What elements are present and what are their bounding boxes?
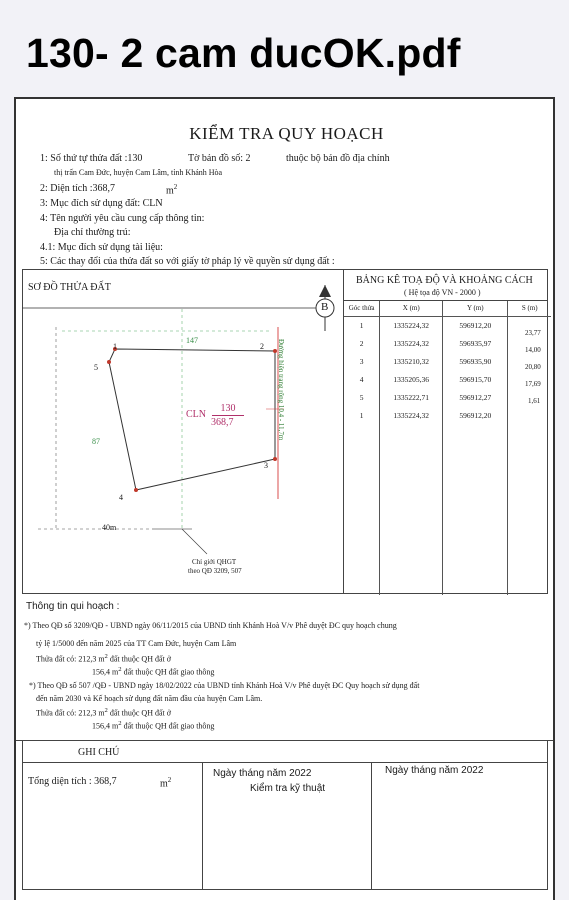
date-right: Ngày tháng năm 2022	[385, 765, 484, 776]
table-cell: 1335205,36	[380, 370, 443, 388]
total-area-unit: $m^2$	[160, 776, 172, 790]
table-row	[344, 406, 551, 424]
table-cell: 596912,20	[443, 316, 508, 334]
table-cell: 1335222,71	[380, 388, 443, 406]
column-header: Y (m)	[443, 301, 508, 316]
dimension-bottom: 40m	[102, 523, 117, 532]
area-unit: $m^2$	[166, 183, 178, 197]
table-row	[344, 316, 551, 334]
inspection-label: Kiểm tra kỹ thuật	[250, 783, 326, 794]
planning-p1-line4: 156,4 $m^2$ đất thuộc QH đất giao thông	[92, 666, 215, 677]
table-cell: 596912,20	[443, 406, 508, 424]
total-area: Tổng diện tích : 368,7	[28, 776, 117, 787]
cadastral-map-line: thuộc bộ bản đồ địa chính	[286, 153, 390, 164]
footer-col-divider-2	[371, 762, 372, 890]
table-row	[344, 352, 551, 370]
map-sheet-line: Tờ bản đồ số: 2	[188, 153, 251, 164]
vertex-label-2: 2	[260, 342, 264, 351]
page-title: KIỂM TRA QUY HOẠCH	[189, 124, 384, 143]
parcel-fraction-line	[212, 415, 244, 416]
planning-p1-line2: tỷ lệ 1/5000 đến năm 2025 của TT Cam Đức, huyện Cam Lâm	[36, 639, 237, 648]
table-cell: 596915,70	[443, 370, 508, 388]
table-cell	[508, 424, 551, 595]
map-title: SƠ ĐỒ THỬA ĐẤT	[28, 282, 111, 293]
area-line: 2: Diện tích :368,7	[40, 183, 115, 194]
north-label: B	[321, 301, 329, 313]
table-row	[344, 370, 551, 388]
road-label: Đường hiện trạng rộng 10,4 - 11,7m	[277, 339, 285, 441]
dimension-top: 147	[186, 336, 198, 345]
table-cell: 1	[344, 316, 380, 334]
planning-p2-line1: *) Theo QĐ số 507 /QĐ - UBND ngày 18/02/2022 của UBND tỉnh Khánh Hoà V/v Phê duyệt ĐC Quy hoạch sử dụng đất	[29, 681, 420, 690]
distance-2: 14,00	[525, 346, 541, 354]
table-cell	[508, 406, 551, 424]
coords-title: BẢNG KÊ TOẠ ĐỘ VÀ KHOẢNG CÁCH	[356, 275, 533, 286]
parcel-sketch	[22, 279, 344, 579]
location-line: thị trấn Cam Đức, huyện Cam Lâm, tỉnh Khánh Hòa	[54, 168, 223, 177]
notes-divider	[22, 762, 548, 763]
land-use-line: 3: Mục đích sử dụng đất: CLN	[40, 198, 163, 209]
dimension-left: 87	[92, 437, 100, 446]
planning-p1-line3: Thửa đất có: 212,3 $m^2$ đất thuộc QH đất ở	[36, 653, 171, 664]
parcel-number-line: 1: Số thứ tự thửa đất :130	[40, 153, 143, 164]
table-cell	[443, 424, 508, 595]
coords-subtitle: ( Hệ tọa độ VN - 2000 )	[404, 288, 481, 297]
table-cell	[344, 424, 380, 595]
table-cell: 596935,90	[443, 352, 508, 370]
planning-p2-line4: 156,4 $m^2$ đất thuộc QH đất giao thông	[92, 720, 215, 731]
footer-col-divider-1	[202, 762, 203, 890]
file-title: 130- 2 cam ducOK.pdf	[26, 30, 461, 76]
table-cell: 2	[344, 334, 380, 352]
date-left: Ngày tháng năm 2022	[213, 768, 312, 779]
table-cell: 596935,97	[443, 334, 508, 352]
column-header: S (m)	[508, 301, 551, 316]
table-row	[344, 388, 551, 406]
planning-p1-line1: *) Theo QĐ số 3209/QĐ - UBND ngày 06/11/2015 của UBND tỉnh Khánh Hoà V/v Phê duyệt ĐC quy hoạch chung	[24, 621, 397, 630]
parcel-number: 130	[220, 403, 236, 414]
table-cell: 4	[344, 370, 380, 388]
changes-line: 5: Các thay đổi của thửa đất so với giấy tờ pháp lý về quyền sử dụng đất :	[40, 256, 335, 267]
boundary-label-line2: theo QĐ 3209, 507	[188, 567, 242, 575]
planning-p2-line2: đến năm 2030 và Kế hoạch sử dụng đất năm đầu của huyện Cam Lâm.	[36, 694, 263, 703]
table-cell: 1335224,32	[380, 316, 443, 334]
parcel-code: CLN	[186, 409, 206, 420]
vertex-label-5: 5	[94, 363, 98, 372]
table-cell	[380, 424, 443, 595]
distance-5: 1,61	[528, 397, 541, 405]
vertex-label-1: 1	[113, 342, 117, 351]
distance-4: 17,69	[525, 380, 541, 388]
table-cell: 5	[344, 388, 380, 406]
table-filler-row	[344, 424, 551, 595]
table-cell: 1335224,32	[380, 406, 443, 424]
planning-p2-line3: Thửa đất có: 212,3 $m^2$ đất thuộc QH đất ở	[36, 707, 171, 718]
table-cell: 1335224,32	[380, 334, 443, 352]
vertex-label-3: 3	[264, 461, 268, 470]
table-cell: 1335210,32	[380, 352, 443, 370]
distance-3: 20,80	[525, 363, 541, 371]
purpose-line: 4.1: Mục đích sử dụng tài liệu:	[40, 242, 163, 253]
table-row	[344, 334, 551, 352]
table-cell: 596912,27	[443, 388, 508, 406]
column-header: X (m)	[380, 301, 443, 316]
table-header-row	[344, 301, 551, 316]
column-header: Góc thửa	[344, 301, 380, 316]
vertex-label-4: 4	[119, 493, 123, 502]
boundary-label-line1: Chỉ giới QHGT	[192, 558, 237, 566]
document-page	[14, 97, 555, 900]
planning-heading: Thông tin qui hoạch :	[26, 601, 120, 612]
table-cell: 1	[344, 406, 380, 424]
address-line: Địa chỉ thường trú:	[54, 227, 131, 238]
table-cell: 3	[344, 352, 380, 370]
distance-1: 23,77	[525, 329, 541, 337]
requester-line: 4: Tên người yêu cầu cung cấp thông tin:	[40, 213, 205, 224]
coordinates-table	[344, 301, 551, 595]
parcel-area: 368,7	[211, 417, 234, 428]
notes-label: GHI CHÚ	[78, 747, 120, 758]
